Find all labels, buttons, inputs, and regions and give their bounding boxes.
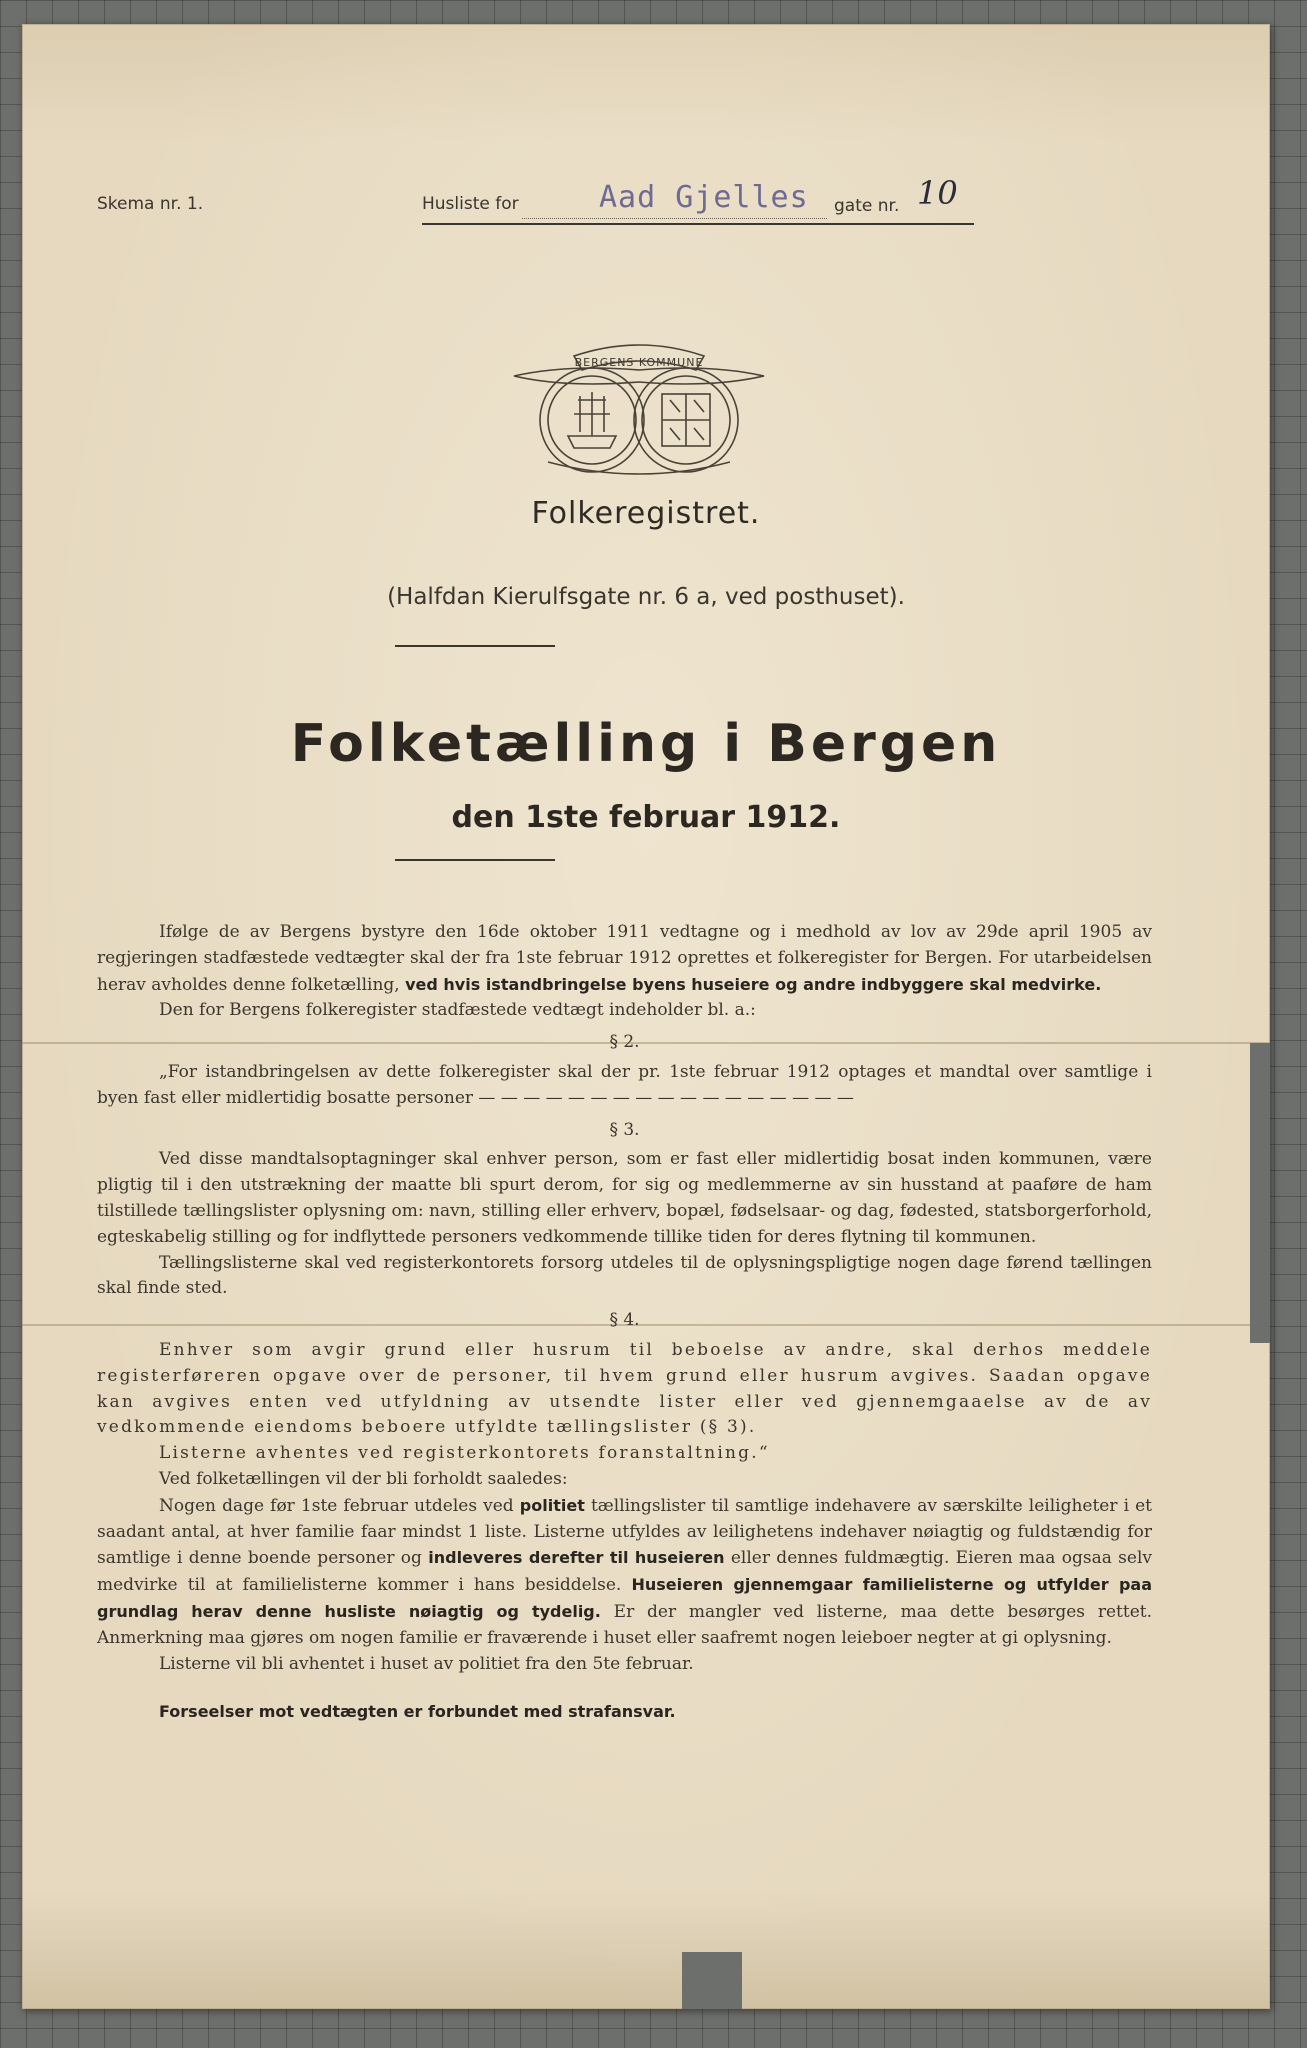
census-form-page	[22, 24, 1270, 2009]
intro-emphasis: ved hvis istandbringelse byens huseiere og andre indbyggere skal medvirke.	[405, 974, 1102, 994]
divider-rule	[395, 645, 555, 647]
divider-rule	[395, 859, 555, 861]
document-date: den 1ste februar 1912.	[451, 800, 841, 835]
procedure-paragraph	[97, 1493, 1152, 1652]
section-4-heading: § 4.	[609, 1310, 640, 1331]
procedure-intro: Ved folketællingen vil der bli forholdt saaledes:	[159, 1468, 568, 1489]
house-list-field	[422, 174, 974, 225]
section-4-text: Enhver som avgir grund eller husrum til beboelse av andre, skal derhos meddele registerføreren opgave over de personer, til hvem grund eller husrum avgives. Saadan opgave kan avgives enten ved utfyldning av utsendte lister eller ved gjennemgaaelse av de av vedkommende eiendoms beboere utfyldte tællingslister (§ 3).	[97, 1339, 1152, 1438]
form-header	[97, 174, 1167, 224]
procedure-emphasis: Huseieren gjennemgaar familielisterne og utfylder paa grundlag herav denne husliste nøiagtig og tydelig.	[97, 1575, 1153, 1621]
intro-statute-line: Den for Bergens folkeregister stadfæstede vedtægt indeholder bl. a.:	[159, 1000, 756, 1021]
penalty-text: Forseelser mot vedtægten er forbundet med strafansvar.	[159, 1702, 676, 1722]
procedure-text: tællingslister til samtlige indehavere av særskilte leiligheter i et saadant antal, at hver familie faar mindst 1 liste. Listerne utfyldes av leilighetens indehaver nøiagtig og fuldstændig for samtlige i denne boende personer og	[97, 1495, 1153, 1569]
document-title: Folketælling i Bergen	[290, 714, 1002, 774]
penalty-notice	[97, 1699, 1152, 1726]
registry-name: Folkeregistret.	[531, 496, 761, 531]
procedure-emphasis: politiet	[519, 1495, 585, 1515]
section-2-text: „For istandbringelsen av dette folkeregister skal der pr. 1ste februar 1912 optages et mandtal over samtlige i byen fast eller midlertidig bosatte personer — — — — — — — — — — — — — — — — —	[97, 1061, 1152, 1108]
bergen-municipality-seal-icon	[508, 336, 770, 482]
intro-paragraph	[97, 920, 1152, 998]
section-2-heading: § 2.	[609, 1032, 640, 1053]
street-number-label: gate nr.	[834, 196, 900, 216]
section-3-text: Ved disse mandtalsoptagninger skal enhver person, som er fast eller midlertidig bosat inden kommunen, være pligtig til i den utstrækning der maatte bli spurt derom, for sig og medlemmerne av sin husstand at paaføre de ham tilstillede tællingslister oplysning om: navn, stilling eller erhverv, bopæl, fødselsaar- og dag, fødested, statsborgerforhold, egteskabelig stilling og for indflyttede personers vedkommende tillike tiden for deres flytning til kommunen.	[97, 1149, 1152, 1247]
intro-text: Ifølge de av Bergens bystyre den 16de oktober 1911 vedtagne og i medhold av lov av 29de april 1905 av regjeringen stadfæstede vedtægter skal der fra 1ste februar 1912 oprettes et folkeregister for Bergen. For utarbeidelsen herav avholdes denne folketælling,	[97, 922, 1152, 995]
section-3-text-b: Tællingslisterne skal ved registerkontorets forsorg utdeles til de oplysningspligtige nogen dage førend tællingen skal finde sted.	[97, 1252, 1152, 1299]
dotted-fill-line	[522, 218, 827, 219]
collection-notice: Listerne vil bli avhentet i huset av politiet fra den 5te februar.	[159, 1653, 694, 1674]
street-name-stamp: Aad Gjelles	[599, 180, 809, 215]
seal-inscription: BERGENS KOMMUNE	[574, 356, 704, 369]
house-list-label: Husliste for	[422, 194, 519, 214]
torn-edge	[682, 1952, 742, 2009]
torn-edge	[1250, 1043, 1270, 1343]
section-3-heading: § 3.	[609, 1119, 640, 1140]
registry-address: (Halfdan Kierulfsgate nr. 6 a, ved posthuset).	[387, 584, 905, 610]
section-4-text-b: Listerne avhentes ved registerkontorets foranstaltning.“	[159, 1443, 770, 1464]
form-number: Skema nr. 1.	[97, 194, 204, 214]
procedure-text: Nogen dage før 1ste februar utdeles ved	[159, 1495, 520, 1516]
procedure-text: Er der mangler ved listerne, maa dette besørges rettet. Anmerkning maa gjøres om nogen familie er fraværende i huset eller saafremt nogen leieboer negter at gi oplysning.	[97, 1601, 1152, 1648]
handwritten-house-number: 10	[917, 174, 958, 212]
document-body	[97, 920, 1152, 1726]
procedure-text: eller dennes fuldmægtig. Eieren maa ogsaa selv medvirke til at familielisterne kommer i hans besiddelse.	[97, 1548, 1152, 1596]
procedure-emphasis: indleveres derefter til huseieren	[428, 1548, 725, 1568]
